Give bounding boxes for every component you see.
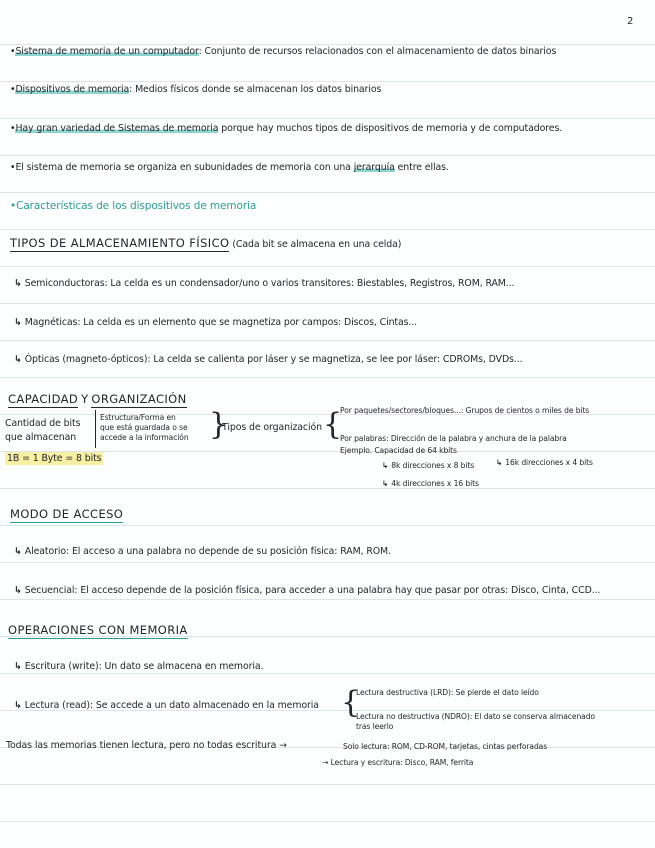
term-dispositivos: Dispositivos de memoria <box>15 84 130 95</box>
fisico-item-2: Magnéticas: La celda es un elemento que se magnetiza por campos: Discos, Cintas... <box>24 317 418 328</box>
op-lectura <box>14 700 319 712</box>
arrow-icon: ↳ <box>14 354 22 365</box>
heading-operaciones: OPERACIONES CON MEMORIA <box>8 623 188 637</box>
org-paquetes: Por paquetes/sectores/bloques...: Grupos de cientos o miles de bits <box>340 406 590 415</box>
arrow-icon: ↳ <box>14 317 22 328</box>
op-escritura <box>14 661 263 673</box>
acceso-secuencial <box>14 585 600 597</box>
lectura-no-destructiva: Lectura no destructiva (NDRO): El dato se conserva almacenado <box>356 712 595 721</box>
fisico-opticas <box>14 354 523 366</box>
fisico-item-3: Ópticas (magneto-ópticos): La celda se calienta por láser y se magnetiza, se lee por láser: CDROMs, DVDs... <box>24 354 523 365</box>
def-sistema-memoria: : Conjunto de recursos relacionados con el almacenamiento de datos binarios <box>198 46 557 57</box>
ejemplo-8k-text: 8k direcciones x 8 bits <box>391 461 475 470</box>
term-sistema-memoria: Sistema de memoria de un computador <box>15 46 199 57</box>
heading-y: Y <box>81 392 89 406</box>
op-todas-text: Todas las memorias tienen lectura, pero no todas escritura <box>6 740 277 751</box>
acceso-item-2: Secuencial: El acceso depende de la posición física, para acceder a una palabra hay que pasar por otras: Disco, Cinta, CCD... <box>24 585 601 596</box>
acceso-item-1: Aleatorio: El acceso a una palabra no depende de su posición física: RAM, ROM. <box>24 546 391 557</box>
right-arrow-icon: → <box>322 758 329 767</box>
def-variedad: porque hay muchos tipos de dispositivos de memoria y de computadores. <box>218 123 563 134</box>
org-line-2: que está guardada o se <box>100 423 188 432</box>
arrow-icon: ↳ <box>14 546 22 557</box>
arrow-icon: ↳ <box>14 700 22 711</box>
arrow-icon: ↳ <box>14 278 22 289</box>
fisico-semiconductoras <box>14 278 514 290</box>
def-dispositivos: : Medios físicos donde se almacenan los datos binarios <box>129 84 382 95</box>
text-jerarquia-b: entre ellas. <box>394 162 449 173</box>
bullet-dispositivos: •Dispositivos de memoria: Medios físicos donde se almacenan los datos binarios <box>10 84 382 95</box>
ejemplo-16k <box>496 458 593 467</box>
section-caracteristicas: •Características de los dispositivos de memoria <box>10 200 257 212</box>
page-number: 2 <box>627 16 634 27</box>
arrow-icon: ↳ <box>496 458 503 467</box>
cap-line-2: que almacenan <box>5 432 77 443</box>
ejemplo-4k <box>382 479 479 488</box>
bullet-variedad: •Hay gran variedad de Sistemas de memoria porque hay muchos tipos de dispositivos de memoria y de computadores. <box>10 123 563 134</box>
heading-fisico: TIPOS DE ALMACENAMIENTO FÍSICO <box>10 236 230 250</box>
arrow-icon: ↳ <box>382 479 389 488</box>
heading-operaciones-row <box>8 623 188 638</box>
bullet-jerarquia: •El sistema de memoria se organiza en subunidades de memoria con una jerarquía entre ellas. <box>10 162 449 173</box>
brace-icon: } <box>209 407 229 442</box>
ejemplo-16k-text: 16k direcciones x 4 bits <box>505 458 593 467</box>
heading-organizacion: ORGANIZACIÓN <box>91 392 187 406</box>
acceso-aleatorio <box>14 546 391 558</box>
cap-line-1: Cantidad de bits <box>5 418 81 429</box>
bullet-sistema-memoria: •Sistema de memoria de un computador: Conjunto de recursos relacionados con el almacenamiento de datos binarios <box>10 46 557 57</box>
arrow-icon: ↳ <box>382 461 389 470</box>
term-variedad: Hay gran variedad de Sistemas de memoria <box>15 123 219 134</box>
solo-lectura: Solo lectura: ROM, CD-ROM, tarjetas, cintas perforadas <box>343 742 548 751</box>
right-arrow-icon: → <box>279 740 287 751</box>
op-lectura-text: Lectura (read): Se accede a un dato almacenado en la memoria <box>24 700 319 711</box>
brace-icon: { <box>323 407 343 442</box>
divider-line <box>95 410 96 448</box>
heading-acceso-row <box>10 507 123 522</box>
org-palabras: Por palabras: Dirección de la palabra y anchura de la palabra <box>340 434 567 443</box>
heading-capacidad-row <box>8 392 187 407</box>
tipos-organizacion: Tipos de organización <box>222 422 322 433</box>
org-line-3: accede a la información <box>100 433 189 442</box>
text-jerarquia-a: El sistema de memoria se organiza en subunidades de memoria con una <box>15 162 354 173</box>
heading-capacidad: CAPACIDAD <box>8 392 79 406</box>
org-line-1: Estructura/Forma en <box>100 413 176 422</box>
ejemplo-4k-text: 4k direcciones x 16 bits <box>391 479 479 488</box>
byte-definition <box>5 453 103 465</box>
heading-acceso: MODO DE ACCESO <box>10 507 124 521</box>
org-ejemplo: Ejemplo. Capacidad de 64 kbits <box>340 446 457 455</box>
op-todas <box>6 740 287 752</box>
heading-fisico-row <box>10 236 401 251</box>
lectura-escritura-text: Lectura y escritura: Disco, RAM, ferrita <box>330 758 474 767</box>
heading-fisico-note: (Cada bit se almacena en una celda) <box>229 239 402 250</box>
fisico-magneticas <box>14 317 417 329</box>
byte-highlight: 1B = 1 Byte = 8 bits <box>7 453 102 464</box>
brace-icon: { <box>341 685 361 720</box>
arrow-icon: ↳ <box>14 585 22 596</box>
ejemplo-8k <box>382 461 474 470</box>
lectura-escritura <box>322 758 473 767</box>
op-escritura-text: Escritura (write): Un dato se almacena en memoria. <box>24 661 264 672</box>
lectura-no-destructiva-2: tras leerlo <box>356 722 394 731</box>
term-jerarquia: jerarquía <box>353 162 395 173</box>
arrow-icon: ↳ <box>14 661 22 672</box>
fisico-item-1: Semiconductoras: La celda es un condensador/uno o varios transitores: Biestables, Registros, ROM, RAM... <box>24 278 515 289</box>
lectura-destructiva: Lectura destructiva (LRD): Se pierde el dato leído <box>356 688 539 697</box>
caracteristicas-title: Características de los dispositivos de memoria <box>16 200 257 212</box>
